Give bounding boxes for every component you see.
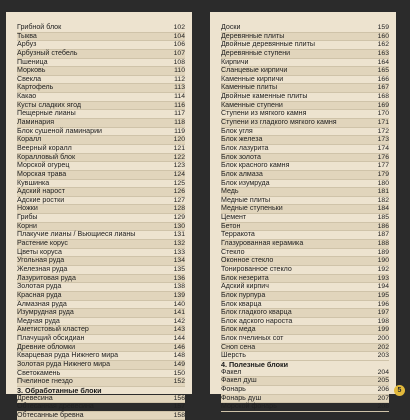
entry-page-number: 174 bbox=[377, 144, 389, 152]
entry-label: Медная руда bbox=[17, 316, 60, 325]
entry-page-number: 128 bbox=[173, 205, 185, 213]
entry-page-number: 181 bbox=[377, 188, 389, 196]
entry-label: Морская трава bbox=[17, 169, 67, 178]
entry-page-number: 107 bbox=[173, 49, 185, 57]
entry-label: Блок сушеной ламинарии bbox=[17, 126, 102, 135]
entry-page-number: 177 bbox=[377, 162, 389, 170]
entry-page-number: 189 bbox=[377, 248, 389, 256]
entry-label: Блок изумруда bbox=[221, 178, 270, 187]
entry-page-number: 136 bbox=[173, 274, 185, 282]
section-heading: 3. Обработанные блоки bbox=[17, 385, 102, 395]
entry-label: Ламинария bbox=[17, 118, 55, 127]
entry-label: Арбуз bbox=[17, 40, 37, 49]
entry-label: Блок золота bbox=[221, 152, 261, 161]
index-entry bbox=[221, 214, 389, 223]
entry-label: Морской фонарь bbox=[221, 402, 277, 411]
entry-label: Двойные каменные плиты bbox=[221, 92, 308, 101]
index-entry bbox=[221, 403, 389, 412]
entry-page-number: 206 bbox=[377, 385, 389, 393]
entry-page-number: 166 bbox=[377, 75, 389, 83]
entry-label: Светокамень bbox=[17, 368, 61, 377]
entry-label: Древние обломки bbox=[17, 342, 76, 351]
entry-page-number: 149 bbox=[173, 360, 185, 368]
entry-page-number: 198 bbox=[377, 317, 389, 325]
entry-page-number: 197 bbox=[377, 309, 389, 317]
entry-page-number: 131 bbox=[173, 231, 185, 239]
entry-label: Морской огурец bbox=[17, 161, 70, 170]
entry-page-number: 164 bbox=[377, 58, 389, 66]
entry-label: Пшеница bbox=[17, 57, 48, 66]
entry-label: Угольная руда bbox=[17, 256, 65, 265]
entry-label: Глазурованная керамика bbox=[221, 239, 304, 248]
entry-label: Блок алмаза bbox=[221, 169, 263, 178]
entry-label: Медь bbox=[221, 187, 239, 196]
entry-label: Адский нарост bbox=[17, 187, 65, 196]
entry-label: Терракота bbox=[221, 230, 255, 239]
entry-label: Арбузный стебель bbox=[17, 48, 78, 57]
entry-page-number: 138 bbox=[173, 283, 185, 291]
entry-label: Древесина bbox=[17, 393, 53, 402]
entry-page-number: 122 bbox=[173, 153, 185, 161]
index-entry bbox=[221, 377, 389, 386]
entry-label: Кувшинка bbox=[17, 178, 50, 187]
entry-page-number: 126 bbox=[173, 188, 185, 196]
entry-label: Блок гладкого кварца bbox=[221, 308, 292, 317]
entry-page-number: 125 bbox=[173, 179, 185, 187]
entry-page-number: 144 bbox=[173, 335, 185, 343]
entry-label: Плакучие лианы / Вьющиеся лианы bbox=[17, 230, 136, 239]
index-entry bbox=[221, 205, 389, 214]
entry-label: Обтесанные бревна bbox=[17, 410, 84, 419]
entry-label: Сноп сена bbox=[221, 342, 256, 351]
entry-page-number: 108 bbox=[173, 58, 185, 66]
entry-label: Алмазная руда bbox=[17, 299, 67, 308]
entry-page-number: 167 bbox=[377, 84, 389, 92]
entry-label: Коралловый блок bbox=[17, 152, 76, 161]
entry-page-number: 187 bbox=[377, 231, 389, 239]
entry-label: Обтесанная древесина bbox=[17, 402, 94, 411]
entry-page-number: 173 bbox=[377, 136, 389, 144]
entry-page-number: 203 bbox=[377, 352, 389, 360]
entry-page-number: 169 bbox=[377, 101, 389, 109]
entry-page-number: 156 bbox=[173, 394, 185, 402]
entry-label: Свекла bbox=[17, 74, 42, 83]
index-entry bbox=[17, 84, 185, 93]
entry-page-number: 140 bbox=[173, 300, 185, 308]
entry-page-number: 202 bbox=[377, 343, 389, 351]
entry-page-number: 162 bbox=[377, 41, 389, 49]
entry-page-number: 170 bbox=[377, 110, 389, 118]
entry-page-number: 113 bbox=[174, 84, 185, 92]
entry-page-number: 130 bbox=[173, 222, 185, 230]
entry-label: Деревянные плиты bbox=[221, 31, 285, 40]
entry-page-number: 163 bbox=[377, 49, 389, 57]
entry-page-number: 158 bbox=[173, 411, 185, 419]
entry-label: Деревянные ступени bbox=[221, 48, 291, 57]
entry-page-number: 117 bbox=[174, 110, 185, 118]
entry-page-number: 119 bbox=[174, 127, 185, 135]
entry-page-number: 118 bbox=[174, 119, 185, 127]
entry-page-number: 139 bbox=[173, 291, 185, 299]
entry-label: Веерный коралл bbox=[17, 143, 72, 152]
entry-label: Цветы коруса bbox=[17, 247, 62, 256]
entry-label: Каменные кирпичи bbox=[221, 74, 284, 83]
entry-page-number: 148 bbox=[173, 352, 185, 360]
entry-page-number: 120 bbox=[173, 136, 185, 144]
entry-label: Тонированное стекло bbox=[221, 264, 292, 273]
entry-page-number: 134 bbox=[173, 257, 185, 265]
entry-label: Оконное стекло bbox=[221, 256, 274, 265]
index-entry bbox=[17, 67, 185, 76]
entry-label: Грибной блок bbox=[17, 23, 62, 31]
entry-page-number: 195 bbox=[377, 291, 389, 299]
entry-label: Адский кирпич bbox=[221, 282, 269, 291]
entry-label: Адские ростки bbox=[17, 195, 65, 204]
entry-page-number: 159 bbox=[377, 24, 389, 31]
entry-label: Кусты сладких ягод bbox=[17, 100, 82, 109]
index-entry bbox=[17, 403, 185, 412]
entry-page-number: 171 bbox=[377, 119, 389, 127]
entry-page-number: 150 bbox=[173, 369, 185, 377]
entry-label: Какао bbox=[17, 92, 37, 101]
entry-label: Факел душ bbox=[221, 376, 257, 385]
index-entry bbox=[17, 33, 185, 42]
entry-label: Плачущий обсидиан bbox=[17, 334, 85, 343]
entry-page-number: 182 bbox=[377, 196, 389, 204]
entry-page-number: 168 bbox=[377, 93, 389, 101]
entry-page-number: 188 bbox=[377, 240, 389, 248]
entry-label: Блок железа bbox=[221, 135, 263, 144]
entry-label: Факел bbox=[221, 367, 242, 376]
entry-page-number: 185 bbox=[377, 214, 389, 222]
entry-label: Ступени из мягкого камня bbox=[221, 109, 307, 118]
entry-page-number: 180 bbox=[377, 179, 389, 187]
entry-label: Ступени из гладкого мягкого камня bbox=[221, 118, 337, 127]
entry-label: Доски bbox=[221, 23, 241, 31]
entry-label: Бетон bbox=[221, 221, 241, 230]
entry-page-number: 160 bbox=[377, 32, 389, 40]
entry-label: Блок пурпура bbox=[221, 290, 266, 299]
entry-page-number: 112 bbox=[174, 75, 185, 83]
entry-page-number: 146 bbox=[173, 343, 185, 351]
entry-label: Коралл bbox=[17, 135, 42, 144]
entry-page-number: 194 bbox=[377, 283, 389, 291]
entry-page-number: 184 bbox=[377, 205, 389, 213]
entry-label: Стекло bbox=[221, 247, 245, 256]
entry-page-number: 110 bbox=[174, 67, 185, 75]
entry-page-number: 176 bbox=[377, 153, 389, 161]
index-entry bbox=[17, 412, 185, 420]
entry-page-number: 129 bbox=[173, 214, 185, 222]
entry-label: Ножки bbox=[17, 204, 38, 213]
entry-label: Изумрудная руда bbox=[17, 308, 74, 317]
entry-label: Растение корус bbox=[17, 239, 68, 248]
entry-page-number: 165 bbox=[377, 67, 389, 75]
entry-label: Пчелиное гнездо bbox=[17, 377, 73, 386]
entry-label: Тыква bbox=[17, 31, 37, 40]
entry-label: Лазуритовая руда bbox=[17, 273, 76, 282]
entry-page-number: 196 bbox=[377, 300, 389, 308]
entry-page-number: 200 bbox=[377, 335, 389, 343]
index-entry bbox=[17, 197, 185, 206]
entry-page-number: 142 bbox=[173, 317, 185, 325]
entry-label: Картофель bbox=[17, 83, 54, 92]
entry-page-number: 157 bbox=[173, 403, 185, 411]
entry-page-number: 116 bbox=[174, 101, 185, 109]
entry-label: Медные плиты bbox=[221, 195, 271, 204]
entry-label: Железная руда bbox=[17, 264, 68, 273]
entry-label: Блок незерита bbox=[221, 273, 269, 282]
entry-label: Кирпичи bbox=[221, 57, 249, 66]
entry-label: Блок адского нароста bbox=[221, 316, 293, 325]
entry-page-number: 104 bbox=[173, 32, 185, 40]
entry-label: Блок пчелиных сот bbox=[221, 334, 284, 343]
entry-label: Фонарь душ bbox=[221, 393, 262, 402]
entry-page-number: 102 bbox=[173, 24, 185, 31]
entry-label: Двойные деревянные плиты bbox=[221, 40, 315, 49]
entry-label: Медные ступеньки bbox=[221, 204, 283, 213]
entry-page-number: 208 bbox=[377, 403, 389, 411]
right-page bbox=[210, 12, 396, 411]
index-entry bbox=[17, 214, 185, 223]
entry-page-number: 172 bbox=[377, 127, 389, 135]
entry-label: Блок лазурита bbox=[221, 143, 269, 152]
entry-page-number: 133 bbox=[173, 248, 185, 256]
entry-page-number: 127 bbox=[173, 196, 185, 204]
entry-label: Блок кварца bbox=[221, 299, 262, 308]
entry-page-number: 186 bbox=[377, 222, 389, 230]
entry-page-number: 179 bbox=[377, 170, 389, 178]
entry-label: Сланцевые кирпичи bbox=[221, 66, 288, 75]
entry-page-number: 123 bbox=[173, 162, 185, 170]
entry-page-number: 135 bbox=[173, 265, 185, 273]
section-heading: 4. Полезные блоки bbox=[221, 359, 289, 369]
entry-page-number: 207 bbox=[377, 394, 389, 402]
entry-page-number: 152 bbox=[173, 378, 185, 386]
entry-label: Красная руда bbox=[17, 290, 62, 299]
entry-page-number: 193 bbox=[377, 274, 389, 282]
entry-page-number: 114 bbox=[174, 93, 185, 101]
entry-page-number: 204 bbox=[377, 368, 389, 376]
entry-label: Шерсть bbox=[221, 351, 246, 360]
index-entry bbox=[221, 344, 389, 353]
index-entry bbox=[17, 24, 185, 33]
entry-label: Пещерные лианы bbox=[17, 109, 76, 118]
entry-label: Золотая руда bbox=[17, 282, 62, 291]
entry-label: Морковь bbox=[17, 66, 46, 75]
entry-label: Каменные ступени bbox=[221, 100, 283, 109]
entry-page-number: 190 bbox=[377, 257, 389, 265]
entry-page-number: 132 bbox=[173, 240, 185, 248]
entry-label: Кварцевая руда Нижнего мира bbox=[17, 351, 119, 360]
entry-label: Золотая руда Нижнего мира bbox=[17, 359, 111, 368]
entry-label: Фонарь bbox=[221, 384, 246, 393]
entry-page-number: 121 bbox=[173, 144, 185, 152]
page-number-badge: 5 bbox=[394, 385, 405, 396]
entry-page-number: 106 bbox=[173, 41, 185, 49]
index-entry bbox=[17, 128, 185, 137]
entry-page-number: 205 bbox=[377, 377, 389, 385]
entry-label: Аметистовый кластер bbox=[17, 325, 89, 334]
entry-label: Блок красного камня bbox=[221, 161, 290, 170]
entry-page-number: 141 bbox=[173, 309, 185, 317]
entry-page-number: 143 bbox=[173, 326, 185, 334]
entry-page-number: 124 bbox=[173, 170, 185, 178]
entry-label: Корни bbox=[17, 221, 37, 230]
entry-page-number: 192 bbox=[377, 265, 389, 273]
entry-label: Грибы bbox=[17, 213, 38, 222]
index-entry bbox=[221, 180, 389, 189]
entry-label: Цемент bbox=[221, 213, 247, 222]
entry-page-number: 199 bbox=[377, 326, 389, 334]
left-page bbox=[6, 12, 192, 419]
entry-label: Каменные плиты bbox=[221, 83, 278, 92]
entry-label: Блок угля bbox=[221, 126, 253, 135]
index-entry bbox=[221, 240, 389, 249]
index-entry bbox=[17, 205, 185, 214]
entry-label: Блок меда bbox=[221, 325, 256, 334]
